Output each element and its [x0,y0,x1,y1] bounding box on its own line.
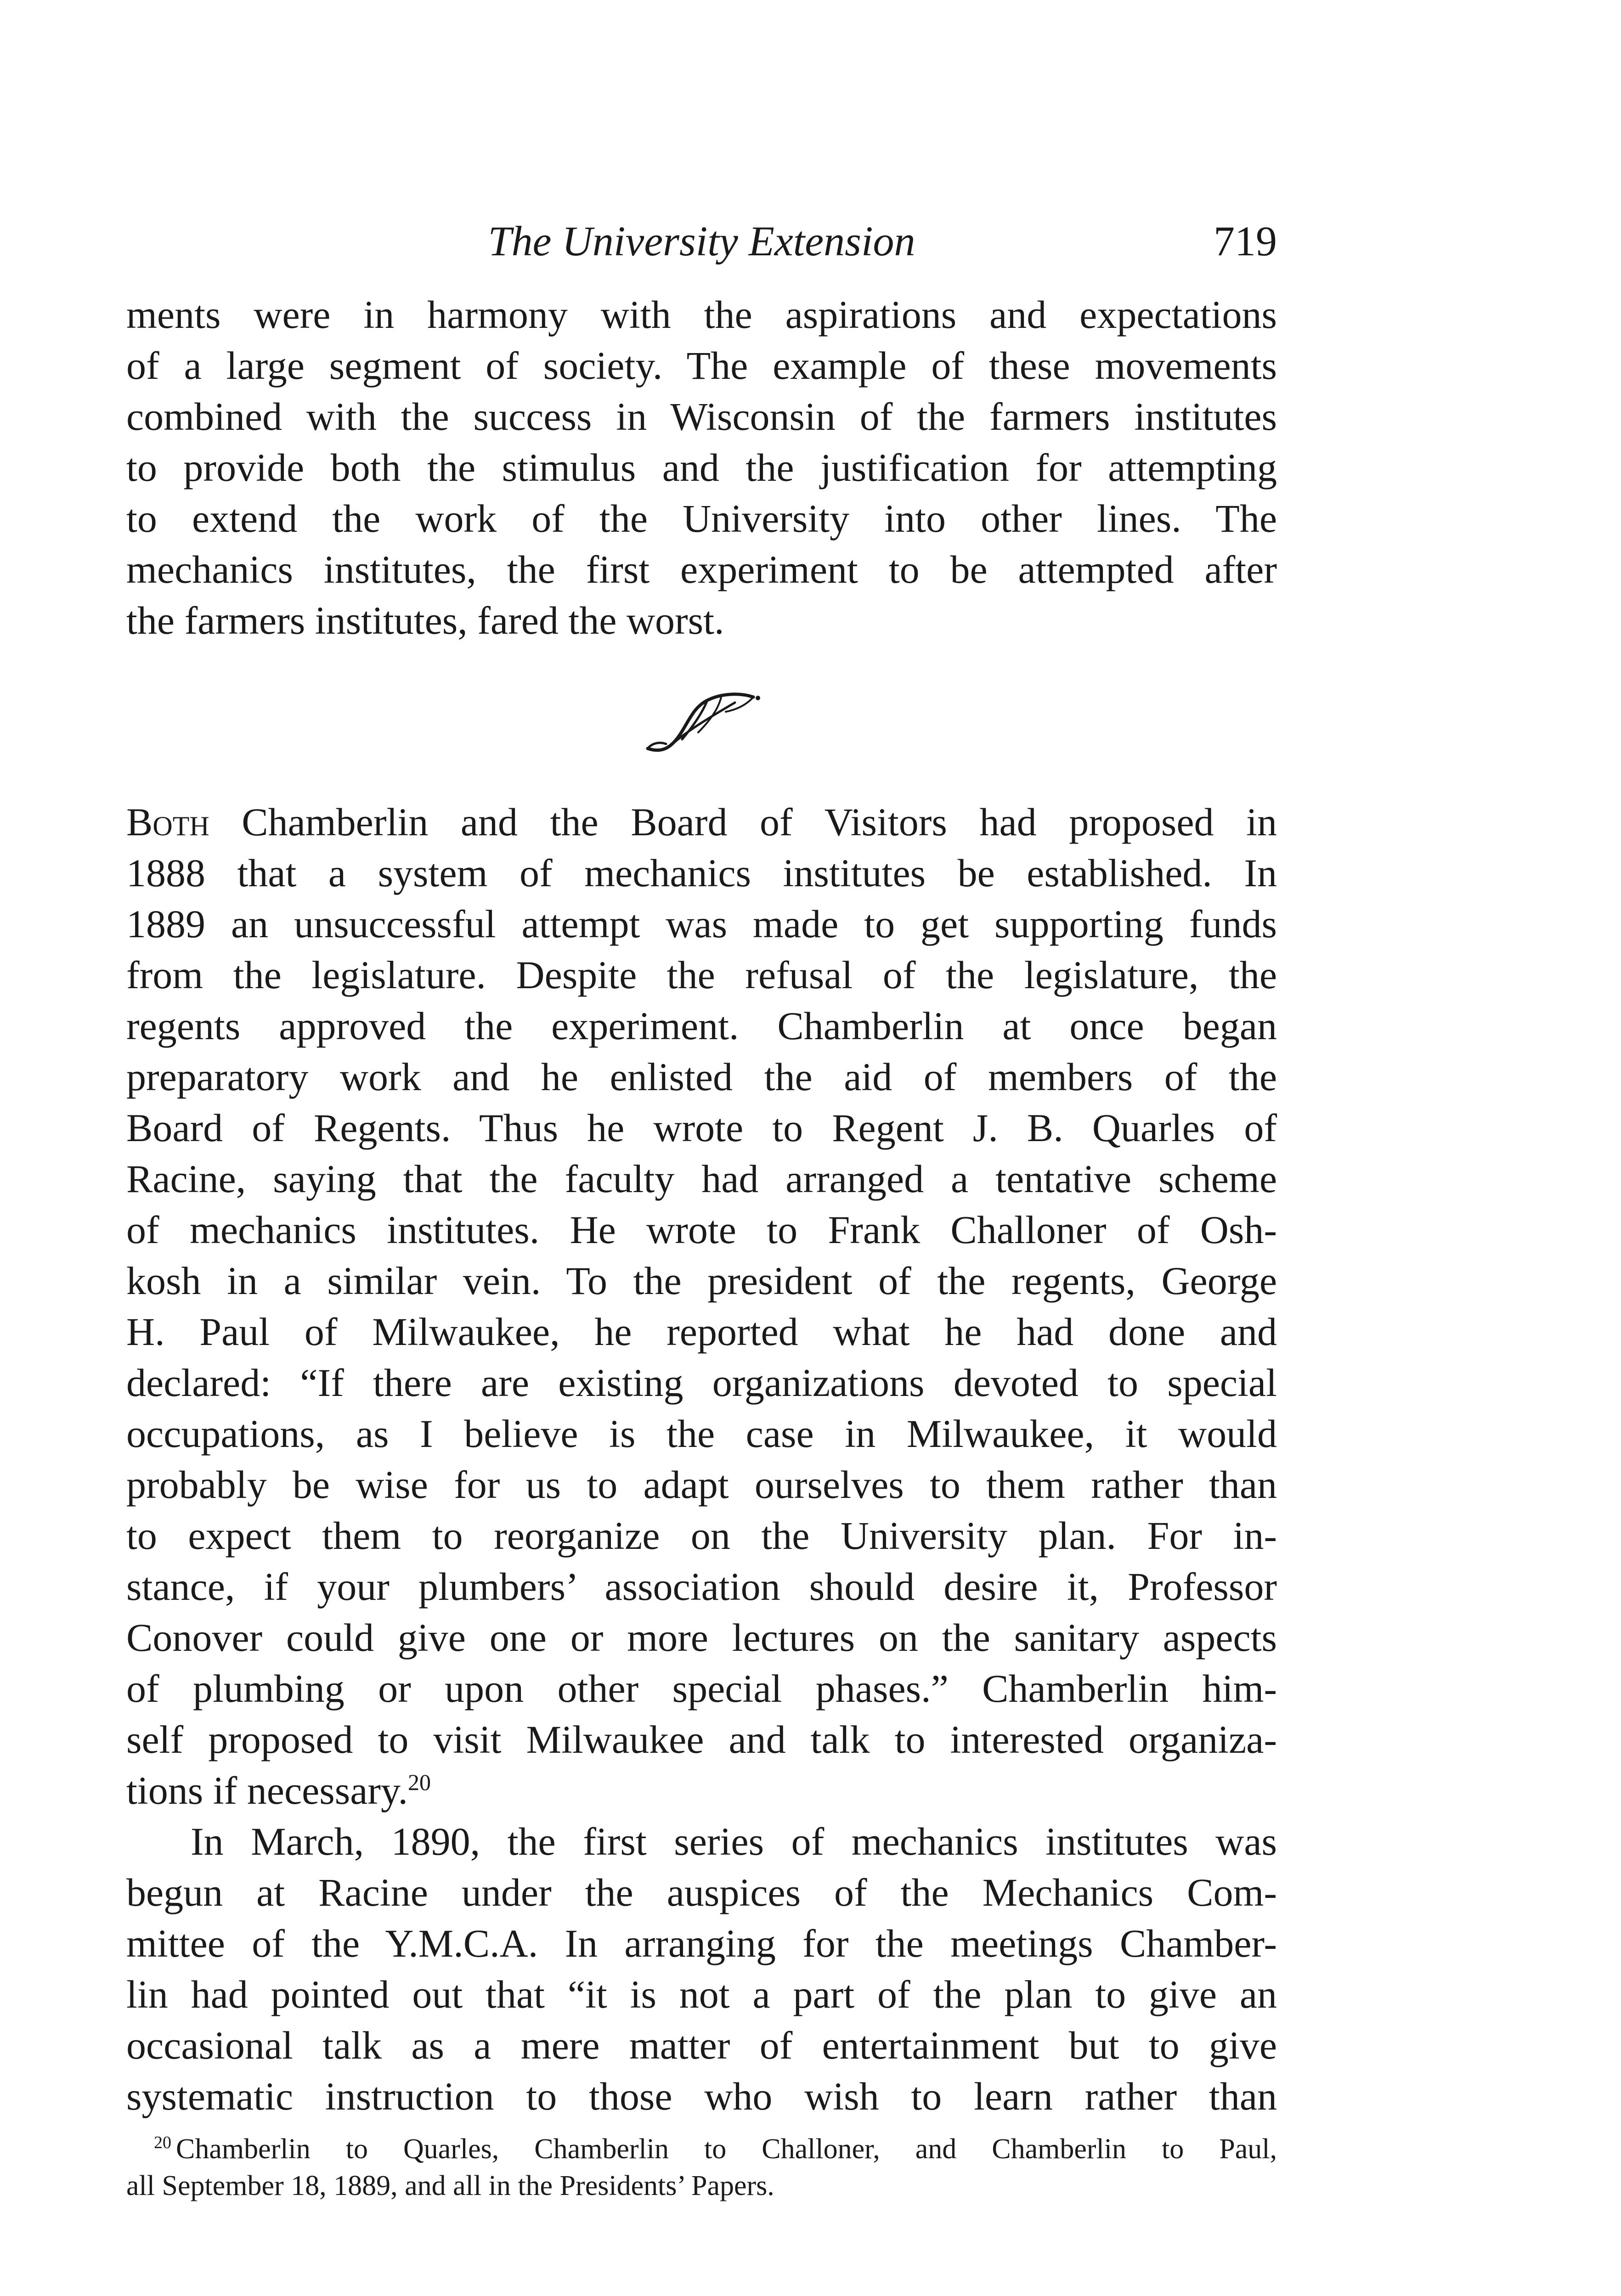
text-line: In March, 1890, the first series of mechanics institutes was [191,1819,1277,1863]
text-line: 1888 that a system of mechanics institutes be established. In [126,851,1277,895]
footnote-line: all September 18, 1889, and all in the Presidents’ Papers. [126,2170,774,2201]
text-line: regents approved the experiment. Chamberlin at once began [126,1004,1277,1048]
text-line: to expect them to reorganize on the University plan. For in- [126,1514,1277,1558]
footnote-reference: 20 [407,1769,431,1795]
footnote [126,2131,1277,2204]
footnote-number: 20 [154,2133,171,2152]
text-line: stance, if your plumbers’ association should desire it, Professor [126,1564,1277,1609]
text-line: begun at Racine under the auspices of the Mechanics Com- [126,1870,1277,1914]
text-line: of plumbing or upon other special phases.” Chamberlin him- [126,1666,1277,1711]
leaf-flourish-icon [643,684,762,758]
text-line: of mechanics institutes. He wrote to Frank Challoner of Osh- [126,1208,1277,1252]
lead-word: Both [126,800,209,844]
text-line: mittee of the Y.M.C.A. In arranging for the meetings Chamber- [126,1921,1277,1965]
text-line: tions if necessary.$^{20}$ [126,1768,431,1812]
running-title: The University Extension [488,218,915,264]
text-line: self proposed to visit Milwaukee and talk to interested organiza- [126,1717,1277,1761]
text-line: mechanics institutes, the first experiment to be attempted after [126,547,1277,591]
text-line: ments were in harmony with the aspirations and expectations [126,293,1277,337]
text-line: preparatory work and he enlisted the aid of members of the [126,1055,1277,1099]
continuation-paragraph [126,289,1277,646]
section-paragraph [126,797,1277,2122]
text-line: occupations, as I believe is the case in Milwaukee, it would [126,1412,1277,1456]
text-line: kosh in a similar vein. To the president of the regents, George [126,1259,1277,1303]
text-line: from the legislature. Despite the refusal of the legislature, the [126,953,1277,997]
text-line: combined with the success in Wisconsin of the farmers institutes [126,394,1277,439]
text-line: 1889 an unsuccessful attempt was made to get supporting funds [126,902,1277,946]
text-line: Both Chamberlin and the Board of Visitors had proposed in [126,800,1277,844]
text-line: systematic instruction to those who wish to learn rather than [126,2074,1277,2118]
text-line: H. Paul of Milwaukee, he reported what he had done and [126,1310,1277,1354]
text-line: lin had pointed out that “it is not a part of the plan to give an [126,1972,1277,2016]
page-number: 719 [1214,218,1277,264]
text-line: of a large segment of society. The example of these movements [126,343,1277,388]
text-line: probably be wise for us to adapt ourselves to them rather than [126,1463,1277,1507]
footnote-line: $^{20}$ Chamberlin to Quarles, Chamberlin to Challoner, and Chamberlin to Paul, [154,2133,1277,2165]
text-line: Conover could give one or more lectures on the sanitary aspects [126,1615,1277,1660]
text-line: to provide both the stimulus and the justification for attempting [126,445,1277,490]
text-line: Racine, saying that the faculty had arranged a tentative scheme [126,1157,1277,1201]
text-line: Board of Regents. Thus he wrote to Regent J. B. Quarles of [126,1106,1277,1150]
text-line: the farmers institutes, fared the worst. [126,598,724,642]
text-line: to extend the work of the University into other lines. The [126,496,1277,540]
text-line: occasional talk as a mere matter of entertainment but to give [126,2023,1277,2067]
text-line: declared: “If there are existing organizations devoted to special [126,1361,1277,1405]
running-head [126,216,1277,271]
